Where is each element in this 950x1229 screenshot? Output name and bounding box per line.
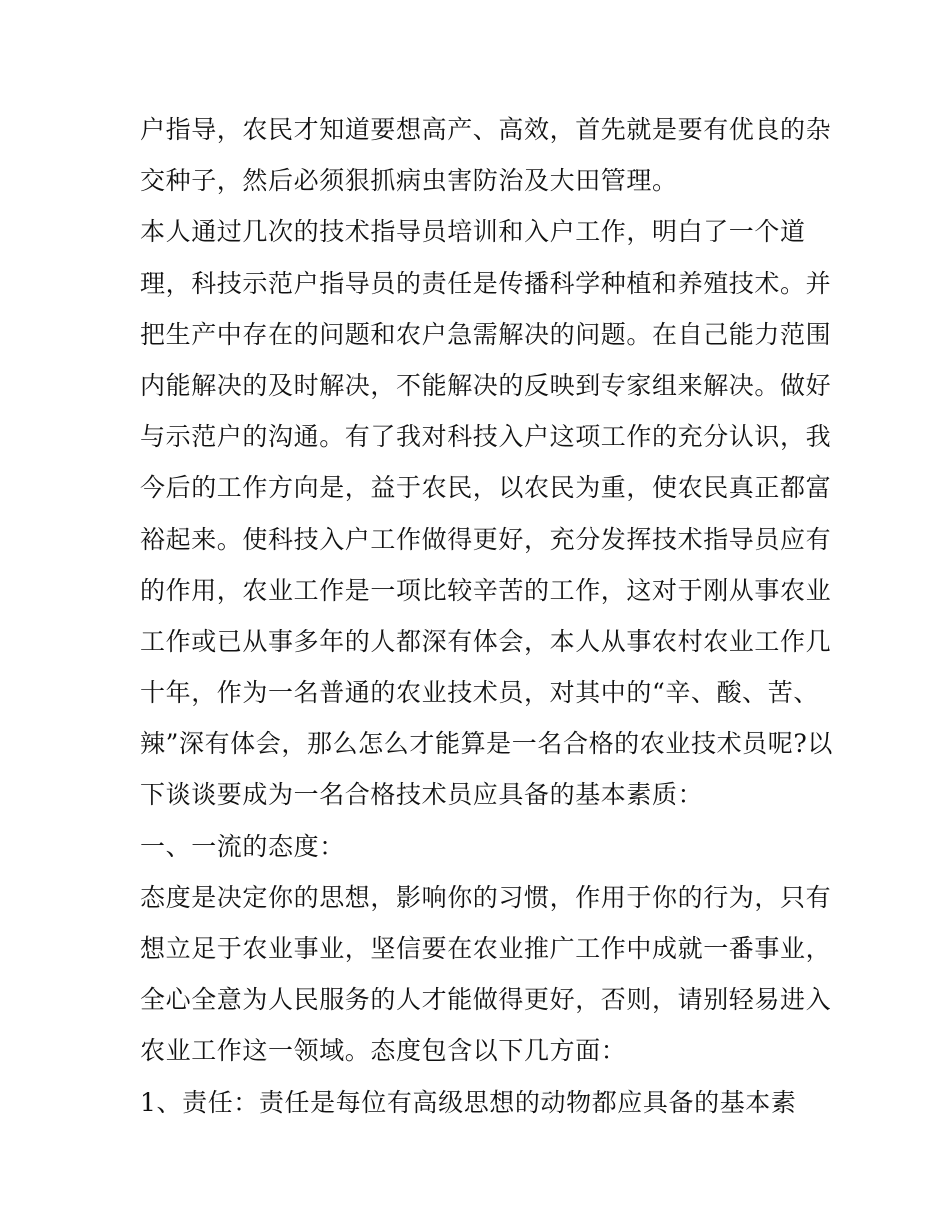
text-line: 户指导，农民才知道要想高产、高效，首先就是要有优良的杂 [140, 115, 832, 144]
text-line: 裕起来。使科技入户工作做得更好，充分发挥技术指导员应有 [140, 524, 832, 554]
text-line: 十年，作为一名普通的农业技术员，对其中的“辛、酸、苦、 [140, 678, 819, 708]
text-line: 理，科技示范户指导员的责任是传播科学种植和养殖技术。并 [140, 268, 832, 298]
text-line: 的作用，农业工作是一项比较辛苦的工作，这对于刚从事农业 [140, 575, 832, 605]
text-line: 与示范户的沟通。有了我对科技入户这项工作的充分认识，我 [140, 422, 832, 452]
text-line: 内能解决的及时解决，不能解决的反映到专家组来解决。做好 [140, 370, 832, 400]
text-line: 今后的工作方向是，益于农民，以农民为重，使农民真正都富 [140, 473, 832, 503]
text-line: 交种子，然后必须狠抓病虫害防治及大田管理。 [140, 166, 678, 196]
text-line: 本人通过几次的技术指导员培训和入户工作，明白了一个道 [140, 217, 806, 247]
text-line: 把生产中存在的问题和农户急需解决的问题。在自己能力范围 [140, 319, 832, 349]
list-item: 1、责任：责任是每位有高级思想的动物都应具备的基本素 [140, 1087, 797, 1117]
text-line: 下谈谈要成为一名合格技术员应具备的基本素质： [140, 780, 704, 810]
text-line: 想立足于农业事业，坚信要在农业推广工作中成就一番事业， [140, 934, 832, 963]
text-line: 工作或已从事多年的人都深有体会，本人从事农村农业工作几 [140, 626, 832, 656]
text-line: 农业工作这一领域。态度包含以下几方面： [140, 1036, 627, 1066]
text-line: 全心全意为人民服务的人才能做得更好，否则，请别轻易进入 [140, 985, 832, 1015]
text-line: 辣”深有体会，那么怎么才能算是一名合格的农业技术员呢?以 [140, 729, 833, 759]
text-line: 态度是决定你的思想，影响你的习惯，作用于你的行为，只有 [140, 882, 832, 912]
section-heading: 一、一流的态度： [140, 831, 345, 861]
body-text [140, 104, 833, 1128]
